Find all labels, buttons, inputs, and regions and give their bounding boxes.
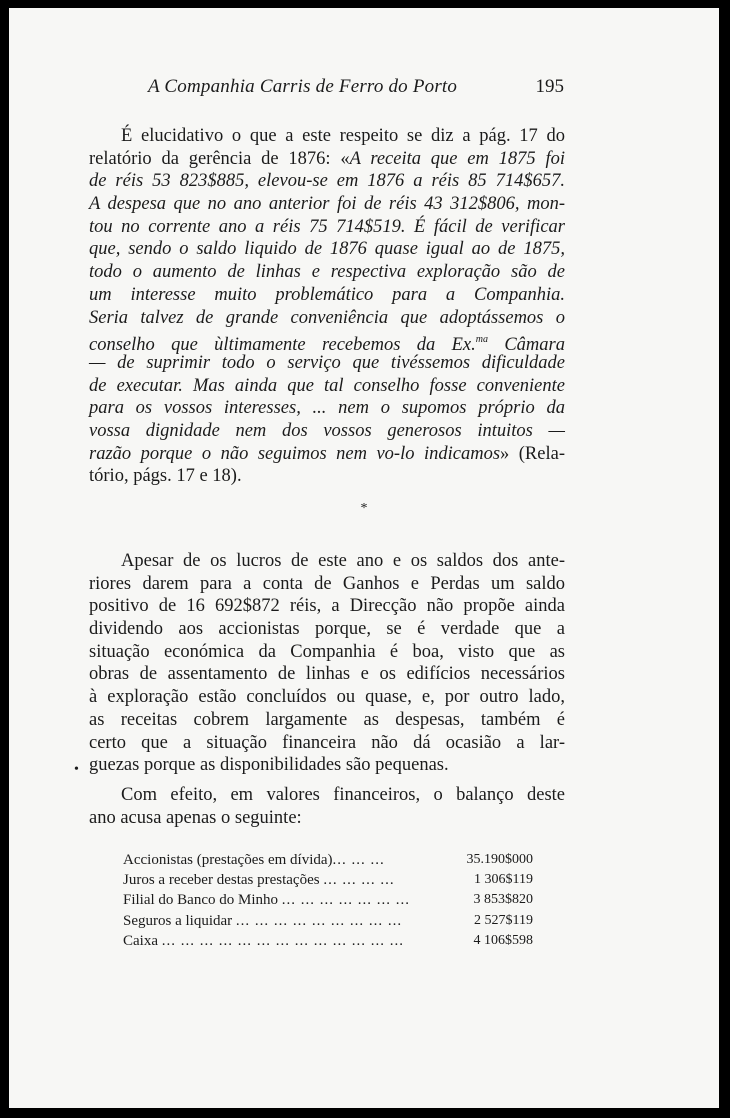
text-line: É elucidativo o que a este respeito se diz a pág. 17 do — [121, 126, 565, 146]
text-line: para os vossos interesses, ... nem o supomos próprio da — [89, 398, 565, 419]
section-separator: * — [360, 501, 368, 516]
balance-row — [123, 870, 533, 890]
balance-label: Accionistas (prestações em dívida) — [123, 852, 333, 868]
text-line: guezas porque as disponibilidades são pequenas. — [89, 755, 449, 776]
balance-amount: 3 853$820 — [473, 892, 533, 908]
balance-table — [123, 850, 533, 951]
text-line: que, sendo o saldo liquido de 1876 quase igual ao de 1875, — [89, 239, 565, 260]
text-line: um interesse muito problemático para a Companhia. — [89, 284, 565, 305]
text-line: de réis 53 823$885, elevou-se em 1876 a réis 85 714$657. — [89, 171, 565, 192]
balance-row — [123, 890, 533, 910]
text-line: positivo de 16 692$872 réis, a Direcção não propõe ainda — [89, 596, 565, 617]
text-line: Seria talvez de grande conveniência que adoptássemos o — [89, 307, 565, 328]
balance-row — [123, 850, 533, 870]
text-line: Apesar de os lucros de este ano e os saldos dos ante- — [121, 551, 565, 571]
running-title: A Companhia Carris de Ferro do Porto — [148, 76, 458, 97]
running-header — [148, 76, 564, 102]
leader-dots: ... ... ... ... ... ... ... ... ... — [235, 912, 403, 929]
text-line: certo que a situação financeira não dá ocasião a lar- — [89, 732, 565, 753]
balance-amount: 35.190$000 — [466, 852, 533, 867]
margin-bullet-mark: • — [74, 762, 79, 777]
paragraph-balanco — [89, 784, 565, 829]
text-line: ano acusa apenas o seguinte: — [89, 807, 302, 828]
balance-label: Juros a receber destas prestações — [123, 872, 320, 889]
text-line: dividendo aos accionistas porque, se é verdade que a — [89, 619, 565, 640]
text-line: tório, págs. 17 e 18). — [89, 466, 242, 487]
text-line: razão porque o não seguimos nem vo-lo indicamos» (Rela- — [89, 443, 565, 464]
text-line: relatório da gerência de 1876: «A receita que em 1875 foi — [89, 148, 565, 169]
balance-label: Caixa — [123, 932, 158, 949]
paragraph-lucros — [89, 550, 565, 777]
page-number: 195 — [535, 76, 564, 97]
balance-label: Filial do Banco do Minho — [123, 892, 278, 909]
text-line: conselho que ùltimamente recebemos da Ex.$^{ma}$ Câmara — [89, 334, 565, 356]
balance-amount: 1 306$119 — [474, 872, 533, 888]
balance-row — [123, 911, 533, 931]
book-page — [9, 8, 719, 1108]
balance-amount: 4 106$598 — [473, 932, 533, 948]
balance-row — [123, 931, 533, 951]
text-line: situação económica da Companhia é boa, visto que as — [89, 641, 565, 662]
superscript: ma — [475, 334, 488, 346]
paragraph-quote-relatorio — [89, 125, 565, 488]
text-line: obras de assentamento de linhas e os edifícios necessários — [89, 664, 565, 685]
text-line: vossa dignidade nem dos vossos generosos intuitos — — [89, 420, 565, 441]
text-line: à exploração estão concluídos ou quase, e, por outro lado, — [89, 687, 565, 708]
text-line: Com efeito, em valores financeiros, o balanço deste — [121, 785, 565, 805]
text-line: todo o aumento de linhas e respectiva exploração são de — [89, 262, 565, 283]
text-line: as receitas cobrem largamente as despesas, também é — [89, 709, 565, 730]
text-line: de executar. Mas ainda que tal conselho fosse conveniente — [89, 375, 565, 396]
text-line: tou no corrente ano a réis 75 714$519. É fácil de verificar — [89, 216, 565, 237]
leader-dots: ... ... ... — [332, 852, 385, 868]
balance-amount: 2 527$119 — [474, 912, 533, 928]
leader-dots: ... ... ... ... ... ... ... ... ... ... ... ... ... — [161, 932, 404, 949]
text-line: — de suprimir todo o serviço que tivéssemos dificuldade — [89, 352, 565, 373]
leader-dots: ... ... ... ... ... ... ... — [281, 892, 410, 909]
leader-dots: ... ... ... ... — [323, 872, 395, 889]
text-line: riores darem para a conta de Ganhos e Perdas um saldo — [89, 573, 565, 594]
balance-label: Seguros a liquidar — [123, 912, 233, 929]
text-line: A despesa que no ano anterior foi de réis 43 312$806, mon- — [89, 194, 565, 215]
